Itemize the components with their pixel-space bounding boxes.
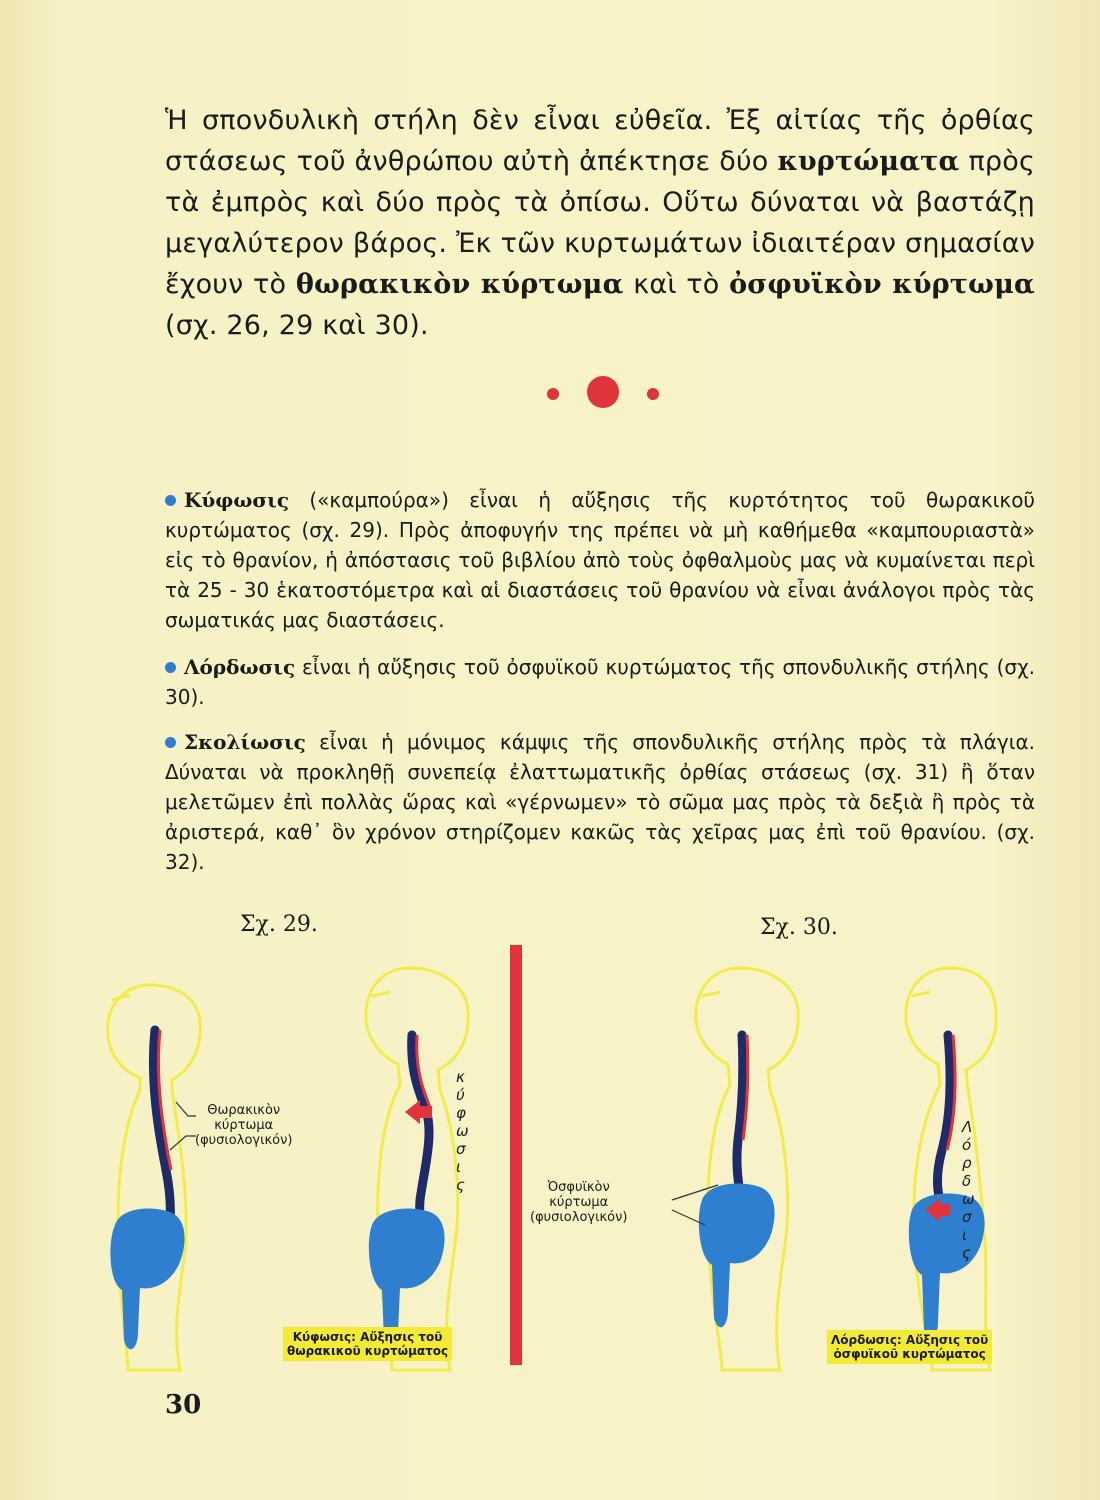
fig30-normal-outline <box>696 968 798 1370</box>
intro-text-4: (σχ. 26, 29 καὶ 30). <box>165 310 429 341</box>
fig29-caption: Σχ. 29. <box>240 912 318 937</box>
kyphosis-term: Κύφωσις <box>184 488 289 512</box>
lordosis-paragraph <box>165 652 1035 712</box>
fig30-lumbar-label: Ὀσφυϊκὸν κύρτωμα (φυσιολογικόν) <box>530 1180 628 1225</box>
intro-text-1: Ἡ σπονδυλικὴ στήλη δὲν εἶναι εὐθεῖα. Ἐξ αἰτίας τῆς ὀρθίας στάσεως τοῦ ἀνθρώπου αὐτὴ ἀπέκτησε δύο <box>165 105 1035 177</box>
scoliosis-paragraph <box>165 727 1035 877</box>
lordosis-text: εἶναι ἡ αὔξησις τοῦ ὀσφυϊκοῦ κυρτώματος τῆς σπονδυλικῆς στήλης (σχ. 30). <box>165 655 1035 709</box>
fig29-caption-box: Κύφωσις: Αὔξησις τοῦ θωρακικοῦ κυρτώματος <box>283 1327 452 1361</box>
kyphosis-paragraph <box>165 485 1035 635</box>
section-divider-dots <box>540 372 670 412</box>
bullet-icon <box>165 662 176 673</box>
scoliosis-text: εἶναι ἡ μόνιμος κάμψις τῆς σπονδυλικῆς στήλης πρὸς τὰ πλάγια. Δύναται νὰ προκληθῇ συνεπείᾳ ἐλαττωματικῆς ὀρθίας στάσεως (σχ. 31) ἢ ὅταν μελετῶμεν ἐπὶ πολλὰς ὥρας καὶ «γέρνωμεν» τὸ σῶμα μας πρὸς τὰ δεξιὰ ἢ πρὸς τὰ ἀριστερά, καθ᾽ ὃν χρόνον στηρίζομεν κακῶς τὰς χεῖρας μας ἐπὶ τοῦ θρανίου. (σχ. 32). <box>165 730 1035 874</box>
bullet-icon <box>165 737 176 748</box>
intro-paragraph <box>165 100 1035 346</box>
fig30-normal-pelvis <box>699 1183 775 1327</box>
fig29-kyphosis-outline <box>366 968 468 1370</box>
scoliosis-term: Σκολίωσις <box>184 730 306 754</box>
intro-bold-kyrtomata: κυρτώματα <box>777 146 960 177</box>
fig29-thoracic-label: Θωρακικὸν κύρτωμα (φυσιολογικόν) <box>195 1103 293 1148</box>
intro-bold-osfyikon: ὀσφυϊκὸν κύρτωμα <box>729 269 1036 300</box>
lordosis-term: Λόρδωσις <box>184 655 296 679</box>
fig30-vertical-word: Λ ό ρ δ ω σ ι ς <box>962 1118 975 1262</box>
intro-bold-thorakikon: θωρακικὸν κύρτωμα <box>295 269 624 300</box>
page-number: 30 <box>165 1390 202 1420</box>
fig29-normal-pelvis <box>110 1208 184 1349</box>
intro-text-3: καὶ τὸ <box>623 269 730 300</box>
kyphosis-text: («καμπούρα») εἶναι ἡ αὔξησις τῆς κυρτότητος τοῦ θωρακικοῦ κυρτώματος (σχ. 29). Πρὸς ἀποφυγήν της πρέπει νὰ μὴ καθήμεθα «καμπουριαστὰ» εἰς τὸ θρανίον, ἡ ἀπόστασις τοῦ βιβλίου ἀπὸ τοὺς ὀφθαλμοὺς μας νὰ κυμαίνεται περὶ τὰ 25 - 30 ἑκατοστόμετρα καὶ αἱ διαστάσεις τοῦ θρανίου νὰ εἶναι ἀνάλογοι πρὸς τὰς σωματικάς μας διαστάσεις. <box>165 488 1035 632</box>
fig30-caption-box: Λόρδωσις: Αὔξησις τοῦ ὀσφυϊκοῦ κυρτώματος <box>827 1330 992 1364</box>
figure-divider-bar <box>510 945 522 1365</box>
fig30-lordosis-outline <box>906 968 996 1370</box>
bullet-icon <box>165 495 176 506</box>
fig30-caption: Σχ. 30. <box>760 915 838 940</box>
spine-illustration <box>0 930 1100 1390</box>
fig29-vertical-word: κ ύ φ ω σ ι ς <box>456 1068 469 1194</box>
intro-text-2: πρὸς τὰ ἐμπρὸς καὶ δύο πρὸς τὰ ὀπίσω. Οὕτω δύναται νὰ βαστάζῃ μεγαλύτερον βάρος. Ἐκ τῶν κυρτωμάτων ἰδιαιτέραν σημασίαν ἔχουν τὸ <box>165 146 1036 300</box>
